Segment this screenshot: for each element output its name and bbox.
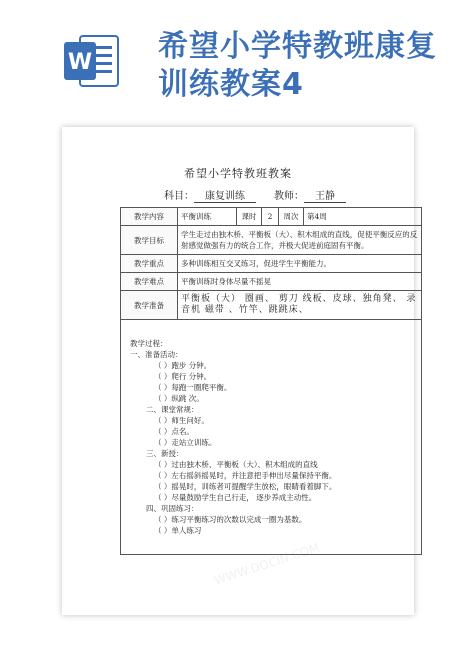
table-row: [121, 255, 422, 273]
preparation-label: 教学准备: [121, 291, 178, 320]
lesson-plan-table: [120, 207, 422, 555]
process-line: （ ）纵跳 次。: [154, 394, 204, 403]
goal-value: 学生走过由独木桥、平衡板（大）、积木组成的直线，促使平衡反应的反射感觉做强有力的统合工作，并极大促进前庭固有平衡。: [178, 226, 422, 255]
process-line: 一、准备活动：: [130, 350, 183, 359]
process-line: （ ）摇晃时，训练者可提醒学生放松，眼睛看着脚下。: [154, 482, 337, 491]
table-row: [121, 291, 422, 320]
subject-label: 科目：: [164, 191, 194, 202]
table-row: [121, 226, 422, 255]
process-line: （ ）左右摇斜摇晃时，并注意把手伸出尽量保持平衡。: [154, 471, 337, 480]
teacher-value: 王静: [304, 187, 346, 203]
key-point-label: 教学重点: [121, 255, 178, 273]
process-line: （ ）尽量鼓励学生自己行走， 逐步养成主动性。: [154, 493, 317, 502]
process-line: （ ）走站立训练。: [154, 438, 217, 447]
hours-label: 课时: [237, 208, 262, 226]
preparation-value: 平衡板（大） 圈画、 剪刀 线板、皮球、独角凳、 录音机 磁带 、竹竿、跳跳床、: [178, 291, 422, 320]
key-point-value: 多种训练相互交叉练习，促进学生平衡能力。: [178, 255, 422, 273]
goal-label: 教学目标: [121, 226, 178, 255]
document-preview: [62, 127, 418, 615]
page-title: 希望小学特教班康复训练教案4: [158, 29, 437, 102]
table-row: [121, 320, 422, 555]
subject-value: 康复训练: [194, 187, 256, 203]
process-line: 四、巩固练习：: [146, 504, 199, 513]
word-letter: W: [67, 50, 93, 75]
teacher-label: 教师：: [274, 191, 304, 202]
banner: [0, 0, 474, 120]
teaching-process: [121, 320, 422, 555]
process-line: 二、课堂常规：: [146, 405, 199, 414]
process-line: （ ）跑步 分钟。: [154, 361, 212, 370]
process-line: （ ）每跑一圈爬平衡。: [154, 383, 232, 392]
process-line: （ ）过由独木桥、平衡板（大）、积木组成的直线: [154, 460, 318, 469]
week-label: 周次: [279, 208, 304, 226]
content-label: 教学内容: [121, 208, 178, 226]
table-row: [121, 273, 422, 291]
teacher-field: [274, 187, 346, 203]
content-value: 平衡训练: [178, 208, 237, 226]
subject-field: [164, 187, 256, 203]
process-line: （ ）练习平衡练习的次数以完成一圈为基数。: [154, 515, 307, 524]
document-title: 希望小学特教班教案: [184, 167, 292, 180]
process-line: （ ）点名。: [154, 427, 194, 436]
week-value: 第4周: [304, 208, 422, 226]
difficulty-label: 教学难点: [121, 273, 178, 291]
process-line: 教学过程：: [130, 339, 168, 348]
difficulty-value: 平衡训练时身体尽量不摇晃: [178, 273, 422, 291]
watermark: WWW.DOCIN.COM: [212, 540, 322, 588]
word-document-icon: [60, 30, 122, 92]
process-line: （ ）师生问好。: [154, 416, 209, 425]
table-row: [121, 208, 422, 226]
process-line: （ ）爬行 分钟。: [154, 372, 212, 381]
hours-value: 2: [262, 208, 279, 226]
process-line: 三、新授：: [146, 449, 184, 458]
process-line: （ ）单人练习: [154, 526, 202, 535]
